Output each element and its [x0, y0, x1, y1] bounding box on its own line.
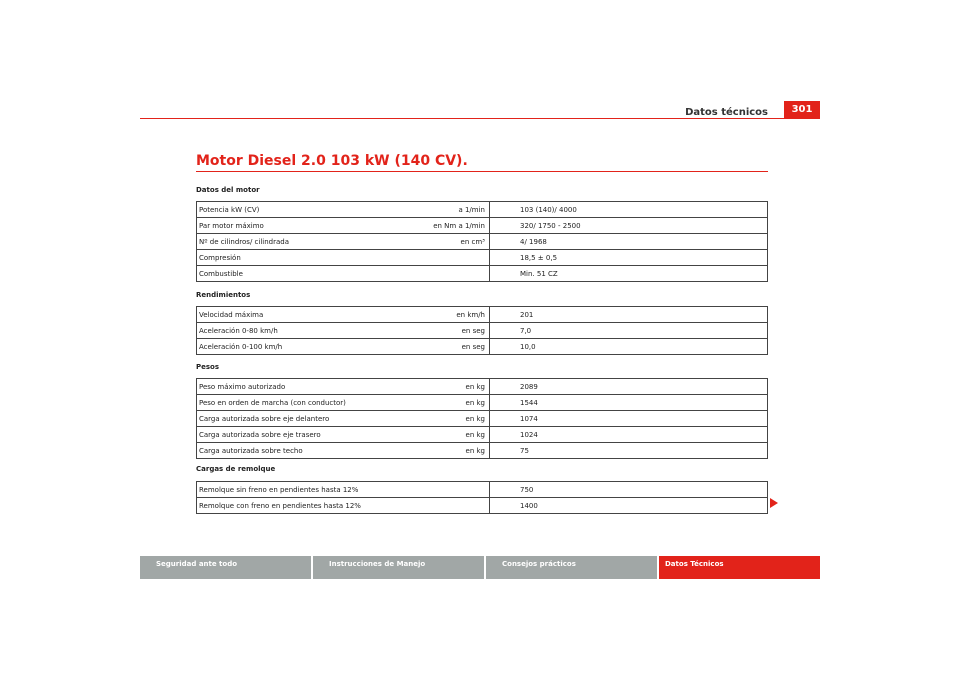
spec-row	[197, 395, 768, 411]
spec-unit	[421, 250, 490, 266]
spec-value: 201	[490, 307, 768, 323]
group-title-rendimientos: Rendimientos	[196, 291, 251, 299]
spec-value: 1074	[490, 411, 768, 427]
spec-table-rendimientos	[196, 306, 768, 355]
spec-value: Min. 51 CZ	[490, 266, 768, 282]
spec-unit: en cm³	[421, 234, 490, 250]
spec-unit	[421, 482, 490, 498]
spec-unit: en km/h	[421, 307, 490, 323]
spec-label: Combustible	[197, 266, 422, 282]
spec-unit: en seg	[421, 339, 490, 355]
spec-value: 7,0	[490, 323, 768, 339]
running-header-title: Datos técnicos	[685, 107, 768, 118]
title-rule	[196, 171, 768, 172]
spec-row	[197, 427, 768, 443]
spec-table-pesos	[196, 378, 768, 459]
spec-label: Par motor máximo	[197, 218, 422, 234]
spec-row	[197, 323, 768, 339]
spec-value: 320/ 1750 - 2500	[490, 218, 768, 234]
spec-label: Aceleración 0-100 km/h	[197, 339, 422, 355]
spec-row	[197, 250, 768, 266]
footer-tab-datos-tecnicos[interactable]: Datos Técnicos	[659, 556, 820, 579]
spec-label: Nº de cilindros/ cilindrada	[197, 234, 422, 250]
spec-row	[197, 443, 768, 459]
spec-table-remolque	[196, 481, 768, 514]
spec-unit: en kg	[421, 395, 490, 411]
spec-label: Velocidad máxima	[197, 307, 422, 323]
footer-nav	[140, 556, 820, 579]
spec-unit: en seg	[421, 323, 490, 339]
spec-value: 2089	[490, 379, 768, 395]
spec-unit	[421, 266, 490, 282]
spec-table-motor	[196, 201, 768, 282]
footer-tab-instrucciones[interactable]: Instrucciones de Manejo	[313, 556, 484, 579]
section-title: Motor Diesel 2.0 103 kW (140 CV).	[196, 153, 468, 169]
spec-label: Peso en orden de marcha (con conductor)	[197, 395, 422, 411]
spec-label: Remolque con freno en pendientes hasta 12%	[197, 498, 422, 514]
spec-unit: en Nm a 1/min	[421, 218, 490, 234]
spec-unit: a 1/min	[421, 202, 490, 218]
group-title-pesos: Pesos	[196, 363, 220, 371]
spec-row	[197, 266, 768, 282]
spec-value: 10,0	[490, 339, 768, 355]
page-number: 301	[784, 101, 820, 118]
next-page-arrow-icon[interactable]	[770, 498, 778, 508]
spec-row	[197, 202, 768, 218]
header-rule	[140, 118, 820, 119]
footer-tab-consejos[interactable]: Consejos prácticos	[486, 556, 657, 579]
spec-unit: en kg	[421, 379, 490, 395]
group-title-remolque: Cargas de remolque	[196, 465, 276, 473]
spec-row	[197, 498, 768, 514]
spec-label: Carga autorizada sobre techo	[197, 443, 422, 459]
spec-label: Potencia kW (CV)	[197, 202, 422, 218]
spec-label: Carga autorizada sobre eje trasero	[197, 427, 422, 443]
spec-unit: en kg	[421, 443, 490, 459]
group-title-motor: Datos del motor	[196, 186, 260, 194]
spec-label: Remolque sin freno en pendientes hasta 12%	[197, 482, 422, 498]
spec-unit: en kg	[421, 411, 490, 427]
spec-unit	[421, 498, 490, 514]
spec-value: 75	[490, 443, 768, 459]
spec-row	[197, 234, 768, 250]
spec-value: 750	[490, 482, 768, 498]
spec-value: 1024	[490, 427, 768, 443]
spec-row	[197, 307, 768, 323]
spec-row	[197, 482, 768, 498]
spec-row	[197, 218, 768, 234]
spec-value: 103 (140)/ 4000	[490, 202, 768, 218]
spec-row	[197, 411, 768, 427]
spec-label: Compresión	[197, 250, 422, 266]
spec-label: Peso máximo autorizado	[197, 379, 422, 395]
spec-unit: en kg	[421, 427, 490, 443]
spec-value: 1544	[490, 395, 768, 411]
spec-row	[197, 339, 768, 355]
spec-value: 4/ 1968	[490, 234, 768, 250]
spec-value: 1400	[490, 498, 768, 514]
spec-label: Aceleración 0-80 km/h	[197, 323, 422, 339]
spec-row	[197, 379, 768, 395]
spec-value: 18,5 ± 0,5	[490, 250, 768, 266]
footer-tab-seguridad[interactable]: Seguridad ante todo	[140, 556, 311, 579]
spec-label: Carga autorizada sobre eje delantero	[197, 411, 422, 427]
